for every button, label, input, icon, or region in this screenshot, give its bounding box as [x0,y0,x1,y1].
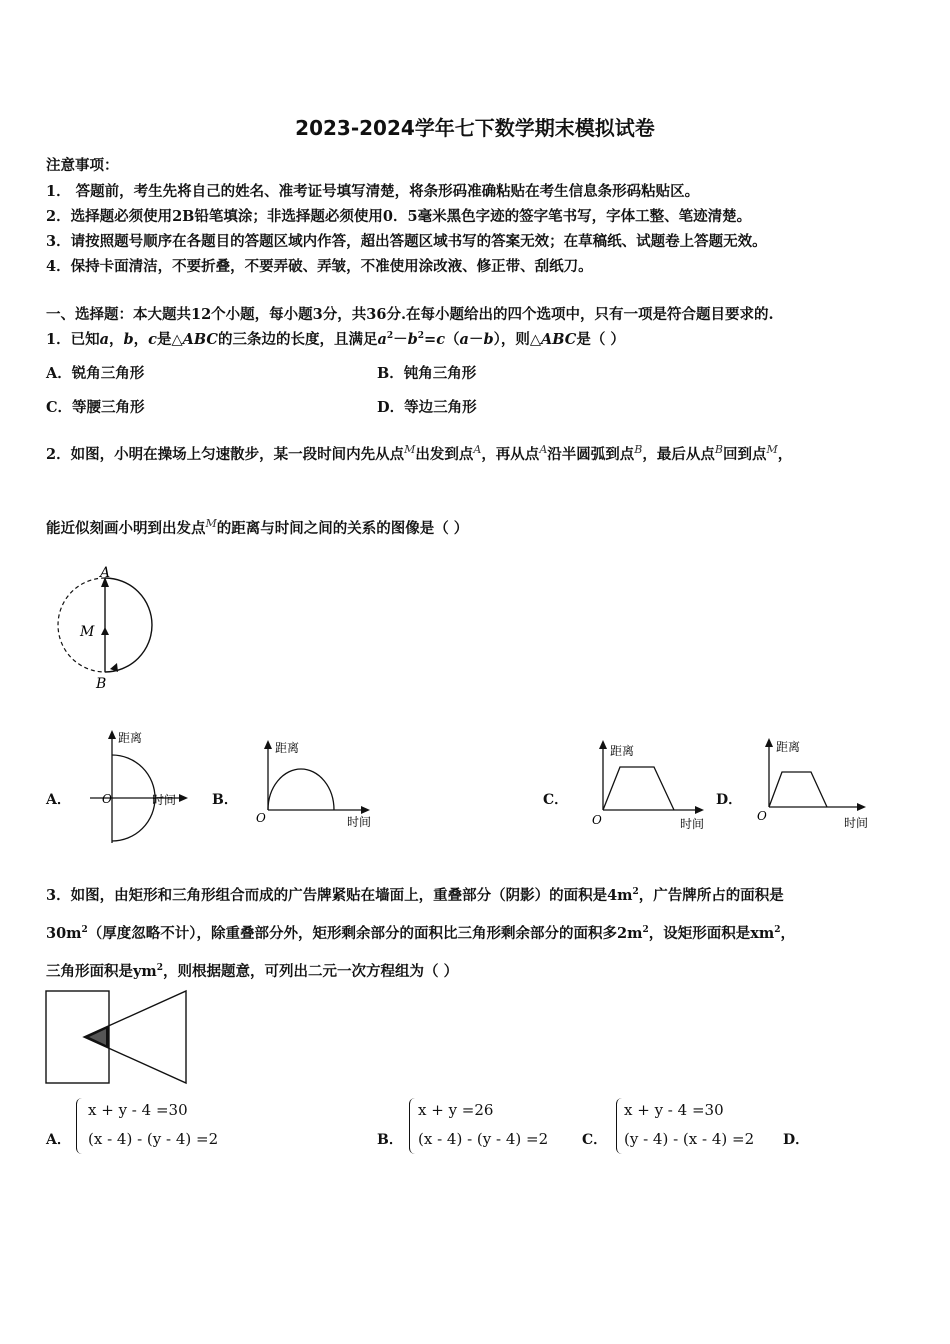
q1-option-d[interactable]: D．等边三角形 [377,399,477,416]
brace [409,1098,416,1154]
notice-heading: 注意事项： [46,157,119,174]
q3-c-eq1: x + y - 4 =30 [624,1101,724,1119]
x-axis-label: 时间 [152,793,177,807]
q1-option-b[interactable]: B．钝角三角形 [377,365,477,382]
q1-option-a[interactable]: A．锐角三角形 [46,365,145,382]
origin-label: O [592,813,602,827]
q3-option-d-label[interactable]: D． [783,1132,810,1148]
origin-label: O [256,811,266,825]
page-title: 2023-2024学年七下数学期末模拟试卷 [295,116,655,140]
origin-label: O [102,792,112,806]
point-a-label: A [100,565,111,581]
y-axis-label: 距离 [275,741,300,755]
notice-item: 1． 答题前，考生先将自己的姓名、准考证号填写清楚，将条形码准确粘贴在考生信息条形码粘贴区。 [46,183,700,200]
q2-figure [50,565,160,695]
question-1: 1．已知a，b，c是△ABC的三条边的长度，且满足$a^2-b^2=c(a-b)$，则△ABC是（ ） [46,331,625,348]
notice-item: 3．请按照题号顺序在各题目的答题区域内作答，超出答题区域书写的答案无效；在草稿纸、试题卷上答题无效。 [46,233,767,250]
q3-option-c-label[interactable]: C． [582,1132,608,1148]
x-axis-label: 时间 [347,815,372,829]
question-3-line3: 三角形面积是$ym^2$，则根据题意，可列出二元一次方程组为（ ） [46,963,459,980]
q3-option-a-label[interactable]: A． [46,1132,71,1148]
question-3-line1: 3．如图，由矩形和三角形组合而成的广告牌紧贴在墙面上，重叠部分（阴影）的面积是$4m^2$，广告牌所占的面积是 [46,887,784,904]
notice-item: 2．选择题必须使用2B铅笔填涂；非选择题必须使用0．5毫米黑色字迹的签字笔书写，字体工整、笔迹清楚。 [46,208,752,225]
question-2-line1: 2．如图，小明在操场上匀速散步，某一段时间内先从点$^M$出发到点$^A$，再从点$^A$沿半圆弧到点$^B$，最后从点$^B$回到点$^M$， [46,443,793,463]
q2-graph-a[interactable] [88,728,198,848]
q3-a-eq2: (x - 4) - (y - 4) =2 [88,1130,219,1148]
origin-label: O [757,809,767,823]
x-axis-label: 时间 [844,816,869,830]
q2-option-a[interactable]: A． [46,792,71,808]
q3-figure [44,988,194,1088]
q3-option-b-label[interactable]: B． [377,1132,403,1148]
y-axis-label: 距离 [118,731,143,745]
q2-option-d[interactable]: D． [716,792,743,808]
q2-option-b[interactable]: B． [212,792,238,808]
brace [76,1098,83,1154]
q3-c-eq2: (y - 4) - (x - 4) =2 [624,1130,755,1148]
q3-a-eq1: x + y - 4 =30 [88,1101,188,1119]
x-axis-label: 时间 [680,817,705,831]
section-heading: 一、选择题：本大题共12个小题，每小题3分，共36分.在每小题给出的四个选项中，只有一项是符合题目要求的. [46,306,774,323]
question-3-line2: $30m^2$（厚度忽略不计），除重叠部分外，矩形剩余部分的面积比三角形剩余部分的面积多$2m^2$，设矩形面积是$xm^2$， [46,925,796,942]
question-2-line2: 能近似刻画小明到出发点$^M$的距离与时间之间的关系的图像是（ ） [46,517,469,537]
q2-graph-b[interactable] [248,738,378,833]
brace [616,1098,623,1154]
q1-option-c[interactable]: C．等腰三角形 [46,399,145,416]
q2-option-c[interactable]: C． [543,792,569,808]
point-m-label: M [80,624,95,640]
q2-graph-c[interactable] [588,738,718,838]
point-b-label: B [96,676,107,692]
q2-graph-d[interactable] [754,736,884,836]
notice-item: 4．保持卡面清洁，不要折叠，不要弄破、弄皱，不准使用涂改液、修正带、刮纸刀。 [46,258,593,275]
q3-b-eq1: x + y =26 [418,1101,494,1119]
y-axis-label: 距离 [610,744,635,758]
y-axis-label: 距离 [776,740,801,754]
q3-b-eq2: (x - 4) - (y - 4) =2 [418,1130,549,1148]
